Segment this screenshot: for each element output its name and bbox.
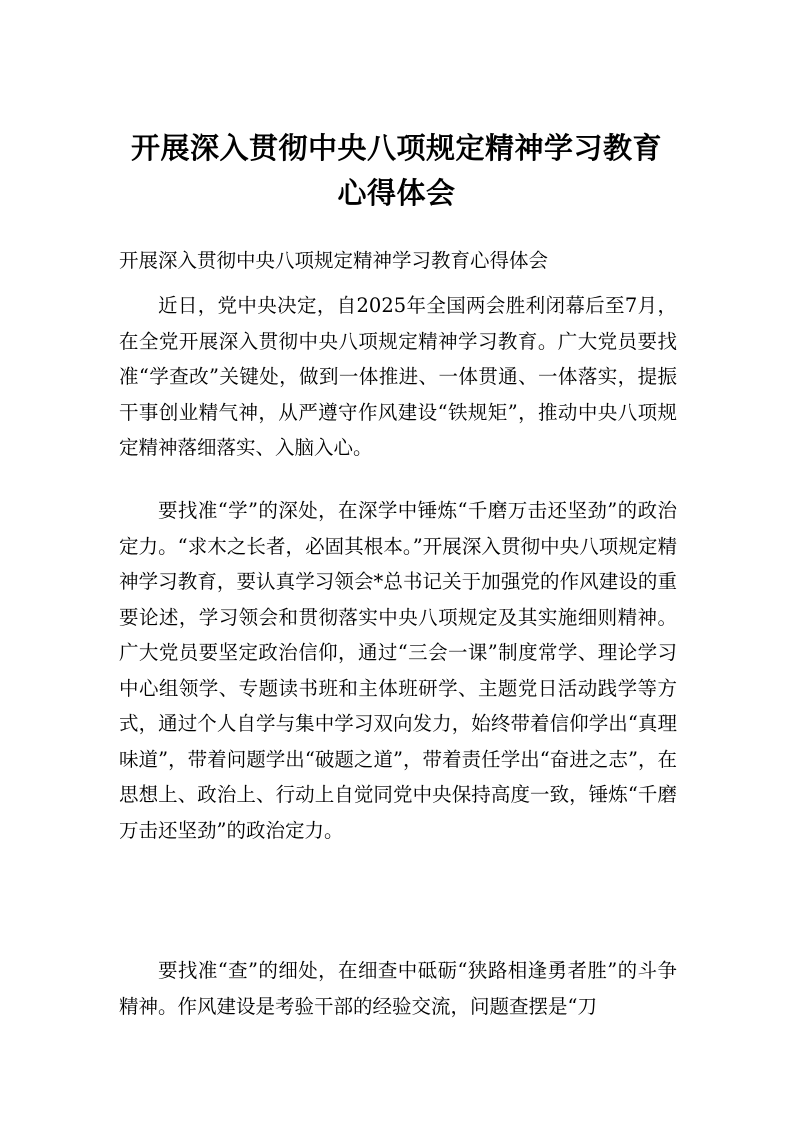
paragraph-inspect: 要找准“查”的细处，在细查中砥砺“狭路相逢勇者胜”的斗争精神。作风建设是考验干部的经验交流，问题查摆是“刀 bbox=[119, 959, 677, 1018]
document-subtitle: 开展深入贯彻中央八项规定精神学习教育心得体会 bbox=[119, 249, 549, 272]
paragraph-study: 要找准“学”的深处，在深学中锤炼“千磨万击还坚劲”的政治定力。“求木之长者，必固其根本。”开展深入贯彻中央八项规定精神学习教育，要认真学习领会*总书记关于加强党的作风建设的重要论述，学习领会和贯彻落实中央八项规定及其实施细则精神。广大党员要坚定政治信仰，通过“三会一课”制度常学、理论学习中心组领学、专题读书班和主体班研学、主题党日活动践学等方式，通过个人自学与集中学习双向发力，始终带着信仰学出“真理味道”，带着问题学出“破题之道”，带着责任学出“奋进之志”，在思想上、政治上、行动上自觉同党中央保持高度一致，锤炼“千磨万击还坚劲”的政治定力。 bbox=[119, 499, 677, 842]
document-title-line-2: 心得体会 bbox=[337, 176, 456, 210]
document-title-line-1: 开展深入贯彻中央八项规定精神学习教育 bbox=[130, 131, 662, 165]
paragraph-intro: 近日，党中央决定，自2025年全国两会胜利闭幕后至7月，在全党开展深入贯彻中央八项规定精神学习教育。广大党员要找准“学查改”关键处，做到一体推进、一体贯通、一体落实，提振干事创业精气神，从严遵守作风建设“铁规矩”，推动中央八项规定精神落细落实、入脑入心。 bbox=[119, 294, 677, 459]
